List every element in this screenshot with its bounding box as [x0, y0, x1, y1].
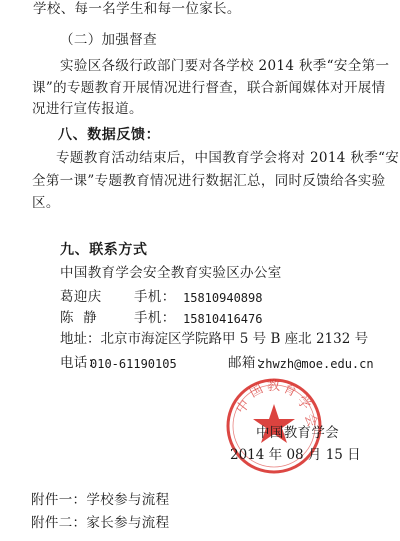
signature-date: 2014 年 08 月 15 日 — [230, 447, 361, 463]
contact-phone: 15810940898 — [183, 291, 263, 305]
contact-email: zhwzh@moe.edu.cn — [258, 357, 374, 371]
section-8-line: 区。 — [32, 195, 60, 211]
section-8-line: 全第一课”专题教育情况进行数据汇总，同时反馈给各实验 — [32, 173, 386, 189]
section-7-2-line: 课”的专题教育开展情况进行督查，联合新闻媒体对开展情 — [32, 80, 386, 96]
section-8-line: 专题教育活动结束后，中国教育学会将对 2014 秋季“安 — [56, 150, 400, 166]
svg-text:中: 中 — [233, 397, 254, 417]
contact-phone-label: 手机： — [134, 310, 176, 326]
contact-address: 地址：北京市海淀区学院路甲 5 号 B 座北 2132 号 — [60, 331, 369, 347]
contact-tel: 010-61190105 — [90, 357, 177, 371]
svg-text:育: 育 — [280, 380, 300, 401]
svg-text:学: 学 — [293, 393, 314, 414]
section-8-heading: 八、数据反馈： — [58, 127, 161, 143]
svg-text:国: 国 — [247, 381, 266, 401]
contact-office: 中国教育学会安全教育实验区办公室 — [60, 265, 282, 281]
contact-email-label: 邮箱： — [228, 355, 270, 371]
section-7-2-line: 实验区各级行政部门要对各学校 2014 秋季“安全第一 — [60, 58, 390, 74]
signature-org: 中国教育学会 — [256, 425, 340, 441]
section-7-2-line: 况进行宣传报道。 — [32, 101, 143, 117]
contact-tel-label: 电话： — [60, 355, 102, 371]
intro-tail-text: 学校、每一名学生和每一位家长。 — [33, 1, 241, 17]
attachment-link[interactable]: 附件一：学校参与流程 — [31, 492, 170, 508]
attachment-link[interactable]: 附件二：家长参与流程 — [31, 515, 170, 531]
contact-phone-label: 手机： — [134, 289, 176, 305]
svg-text:教: 教 — [267, 379, 281, 394]
section-7-2-heading: （二）加强督查 — [60, 32, 157, 48]
contact-name: 陈 静 — [60, 310, 97, 326]
contact-phone: 15810416476 — [183, 312, 263, 326]
section-9-heading: 九、联系方式 — [60, 242, 148, 258]
contact-name: 葛迎庆 — [60, 289, 102, 305]
svg-text:会: 会 — [301, 412, 320, 430]
